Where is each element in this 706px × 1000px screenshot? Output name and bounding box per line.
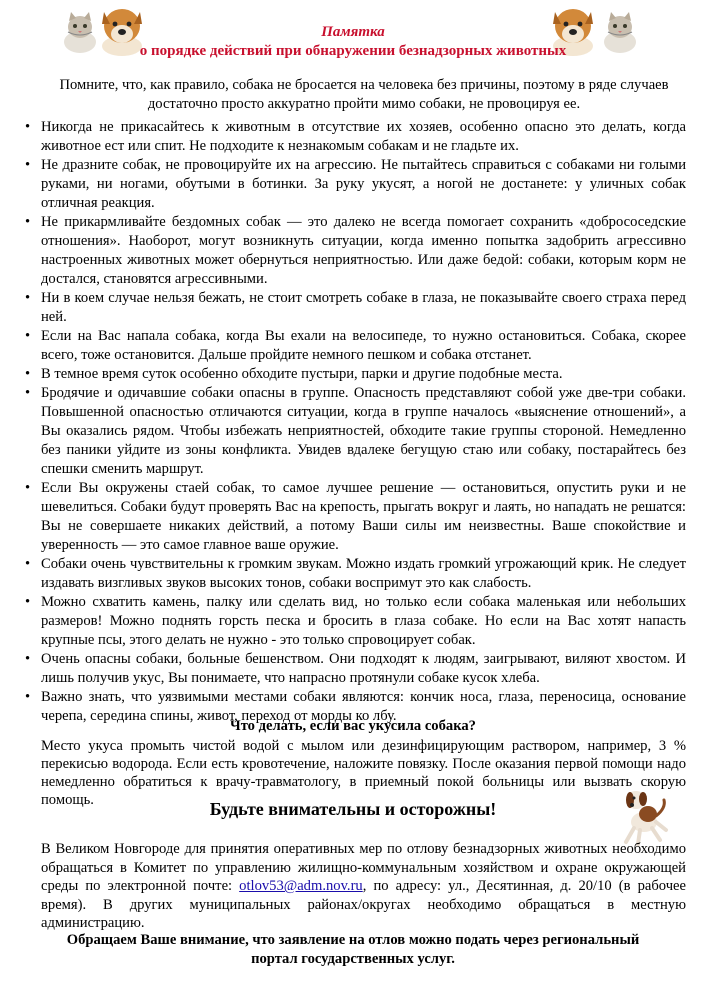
list-item [21, 156, 686, 213]
rule-text: В темное время суток особенно обходите пустыри, парки и другие подобные места. [41, 366, 563, 382]
bullet: • [25, 366, 31, 382]
rule-text: Не дразните собак, не провоцируйте их на агрессию. Не пытайтесь справиться с собаками ни голыми руками, ни ногами, обутыми в ботинки. За руку укусят, а ногой не достанете: у уличных собак отличная реакция. [41, 157, 686, 211]
memo-subtitle: о порядке действий при обнаружении безнадзорных животных [139, 43, 567, 59]
bullet: • [25, 556, 31, 572]
rule-text: Собаки очень чувствительны к громким звукам. Можно издать громкий угрожающий крик. Не следует издавать визгливых звуков высоких тонов, собаки воспримут это как слабость. [41, 556, 686, 591]
contact-text-after: , по адресу: ул., Десятинная, д. 20/10 (в рабочее время). В других муниципальных районах/округах необходимо обращаться в местную администрацию. [41, 878, 686, 931]
bite-instructions: Место укуса промыть чистой водой с мылом или дезинфицирующим раствором, например, 3 % перекисью водорода. Если есть кровотечение, наложите повязку. После оказания первой помощи надо немедленно обратиться к врачу-травматологу, в приемный покой больницы или вызвать скорую помощь. [41, 738, 686, 808]
list-item [21, 555, 686, 593]
rule-text: Ни в коем случае нельзя бежать, не стоит смотреть собаке в глаза, не показывайте своего страха перед ней. [41, 290, 686, 325]
bullet: • [25, 328, 31, 344]
attention-heading: Будьте внимательны и осторожны! [209, 799, 497, 819]
list-item [21, 479, 686, 555]
list-item [21, 118, 686, 156]
rule-text: Можно схватить камень, палку или сделать вид, но только если собака маленькая или небольших размеров! Можно поднять горсть песка и бросить в глаза собаке. Но если на Вас хотят напасть крупные псы, этого делать не нужно - это только спровоцирует собак. [41, 594, 686, 648]
list-item [21, 327, 686, 365]
bullet: • [25, 290, 31, 306]
list-item [21, 650, 686, 688]
list-item [21, 365, 686, 384]
list-item [21, 289, 686, 327]
header [0, 0, 706, 64]
rule-text: Никогда не прикасайтесь к животным в отсутствие их хозяев, особенно опасно это делать, когда животное ест или спит. Не подходите к незнакомым собакам и не гладьте их. [41, 119, 686, 154]
bullet: • [25, 480, 31, 496]
email-link[interactable]: otlov53@adm.nov.ru [239, 878, 363, 894]
rules-list [21, 118, 686, 726]
contact-paragraph [41, 840, 686, 933]
bite-heading: Что делать, если вас укусила собака? [230, 718, 476, 734]
rule-text: Если Вы окружены стаей собак, то самое лучшее решение — остановиться, опустить руки и не шевелиться. Собаки будут проверять Вас на крепость, прыгать вокруг и лаять, но нападать не решатся: Вы не совершаете никаких действий, а потому Ваши силы им неизвестны. Ваше спокойствие и уверенность — это самое главное ваше оружие. [41, 480, 686, 553]
list-item [21, 384, 686, 479]
running-dog-illustration [614, 786, 676, 848]
bullet: • [25, 157, 31, 173]
bullet: • [25, 385, 31, 401]
memo-title: Памятка [321, 24, 385, 40]
bullet: • [25, 214, 31, 230]
bullet: • [25, 594, 31, 610]
notice-text: Обращаем Ваше внимание, что заявление на отлов можно подать через региональный портал государственных услуг. [66, 932, 640, 967]
rule-text: Очень опасны собаки, больные бешенством. Они подходят к людям, заигрывают, виляют хвостом. И лишь получив укус, Вы понимаете, что напрасно протянули собаке кусок хлеба. [41, 651, 686, 686]
rule-text: Бродячие и одичавшие собаки опасны в группе. Опасность представляют собой уже две-три собаки. Повышенной опасностью отличаются ситуации, когда в группе началось «выяснение отношений», а Вы оказались рядом. Чтобы избежать неприятностей, обходите такие группы стороной. Немедленно без паники уйдите из зоны конфликта. Увидев вдалеке бегущую стаю или собаку, постарайтесь без спешки сменить маршрут. [41, 385, 686, 477]
bullet: • [25, 689, 31, 705]
bullet: • [25, 119, 31, 135]
intro-text: Помните, что, как правило, собака не бросается на человека без причины, поэтому в ряде случаев достаточно просто аккуратно пройти мимо собаки, не провоцируя ее. [59, 77, 669, 112]
rule-text: Не прикармливайте бездомных собак — это далеко не всегда помогает сохранить «добрососедские отношения». Наоборот, могут возникнуть ситуации, когда именно попытка задобрить агрессивно настроенных животных может обернуться неприятностью. Или даже бедой: собаки, которым корм не достался, становятся агрессивными. [41, 214, 686, 287]
contact-text: В Великом Новгороде для принятия оперативных мер по отлову безнадзорных животных необходимо обращаться в Комитет по управлению жилищно-коммунальным хозяйством и охране окружающей среды по электронной почте: [41, 841, 686, 894]
list-item [21, 593, 686, 650]
rule-text: Если на Вас напала собака, когда Вы ехали на велосипеде, то нужно остановиться. Собака, скорее всего, тоже остановится. Дальше пройдите немного пешком и собака отстанет. [41, 328, 686, 363]
list-item [21, 213, 686, 289]
bullet: • [25, 651, 31, 667]
rule-text: Важно знать, что уязвимыми местами собаки являются: кончик носа, глаза, переносица, основание черепа, середина спины, живот, переход от морды ко лбу. [41, 689, 686, 724]
